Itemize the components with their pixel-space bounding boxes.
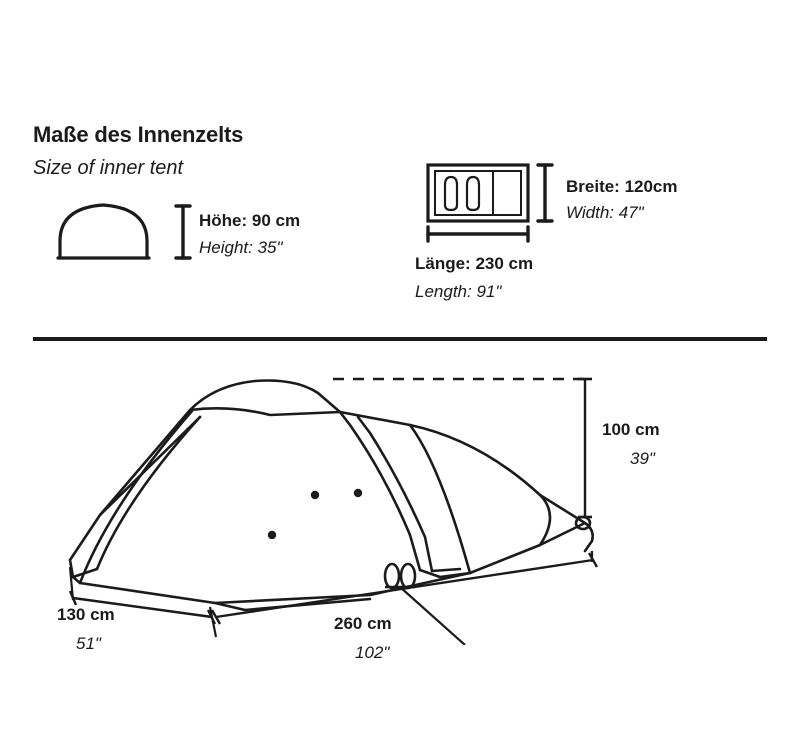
inner-tent-title-en: Size of inner tent: [33, 157, 184, 179]
inner-length-label-de: Länge: 230 cm: [415, 254, 534, 273]
inner-length-label-en: Length: 91": [415, 282, 502, 301]
outer-length-label-en: 102": [355, 643, 390, 662]
inner-width-label-de: Breite: 120cm: [566, 177, 678, 196]
outer-height-label-en: 39": [630, 449, 655, 468]
inner-tent-floorplan-icon: [415, 160, 565, 255]
inner-width-label-en: Width: 47": [566, 203, 644, 222]
outer-width-label-de: 130 cm: [57, 605, 115, 624]
outer-width-label-en: 51": [76, 634, 101, 653]
inner-tent-title-de: Maße des Innenzelts: [33, 122, 244, 147]
inner-tent-profile-icon: [55, 196, 195, 266]
section-divider: [33, 337, 767, 341]
outer-length-label-de: 260 cm: [334, 614, 392, 633]
inner-height-label-de: Höhe: 90 cm: [199, 211, 301, 230]
inner-height-label-en: Height: 35": [199, 238, 283, 257]
outer-tent-illustration: [40, 355, 620, 645]
outer-height-label-de: 100 cm: [602, 420, 660, 439]
